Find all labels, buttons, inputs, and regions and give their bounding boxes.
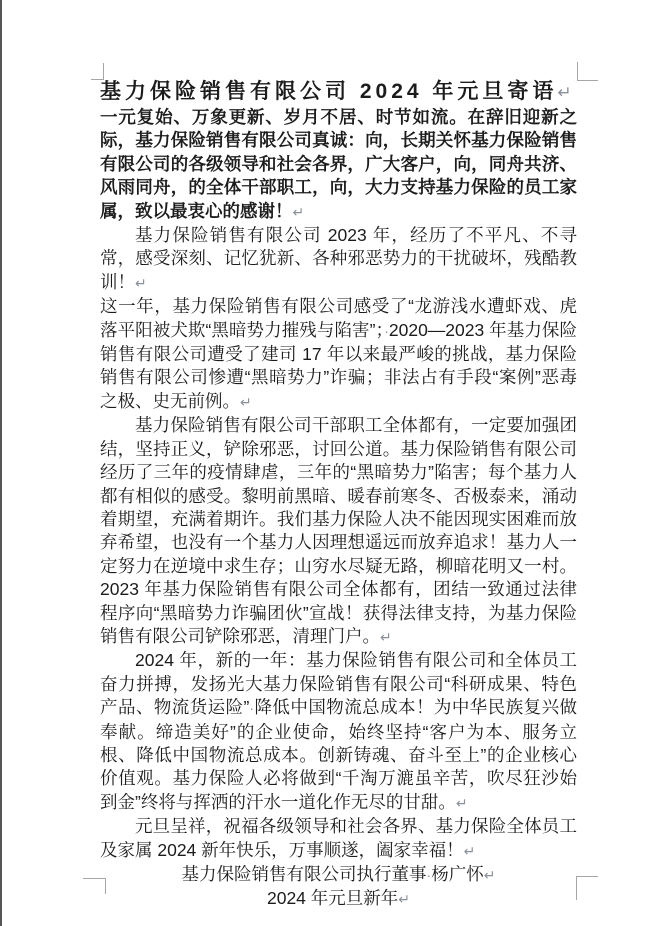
page-edge-line xyxy=(0,0,2,926)
space-mark-icon: · xyxy=(426,867,432,883)
margin-crop-mark-top-right xyxy=(577,62,598,81)
document-title-line[interactable] xyxy=(100,79,577,106)
document-text-area[interactable] xyxy=(100,79,577,912)
paragraph-text: 基力保险销售有限公司 2023 年，经历了不平凡、不寻常，感受深刻、记忆犹新、各种邪恶势力的干扰破坏，残酷教训！ xyxy=(100,225,577,292)
margin-crop-mark-top-left xyxy=(91,63,104,80)
signature-name: 杨广怀 xyxy=(431,864,484,884)
line-break-mark-icon: ↵ xyxy=(292,203,305,220)
paragraph-text: 降低中国物流总成本！为中华民族复兴做奉献。缔造美好”的企业使命，始终坚持“客户为本、服务立根、降低中国物流总成本。创新铸魂、奋斗至上”的企业核心价值观。基力保险人必将做到“千淘万漉虽辛苦，吹尽狂沙始到金”终将与挥洒的汗水一道化作无尽的甘甜。 xyxy=(100,697,578,812)
paragraph-2023-events[interactable] xyxy=(100,295,577,414)
date-line[interactable] xyxy=(100,887,577,911)
paragraph-text: 2024 年，新的一年：基力保险销售有限公司和全体员工奋力拼搏，发扬光大基力保险销售有限公司“科研成果、特色产品、物流货运险” xyxy=(100,650,577,718)
paragraph-text: 基力保险销售有限公司干部职工全体都有，一定要加强团结，坚持正义，铲除邪恶，讨回公道。基力保险销售有限公司经历了三年的疫情肆虐，三年的“黑暗势力”陷害；每个基力人都有相似的感受。黎明前黑暗、暖春前寒冬、否极泰来，涌动着期望，充满着期许。我们基力保险人决不能因现实困难而放弃希望，也没有一个基力人因理想遥远而放弃追求！基力人一定努力在逆境中求生存；山穷水尽疑无路，柳暗花明又一村。2023 年基力保险销售有限公司全体都有，团结一致通过法律程序向“黑暗势力诈骗团伙”宣战！获得法律支持，为基力保险销售有限公司铲除邪恶，清理门户。 xyxy=(100,415,577,646)
space-mark-icon: · xyxy=(384,322,389,339)
signature-line[interactable] xyxy=(100,863,577,887)
paragraph-greeting[interactable] xyxy=(100,106,577,224)
date-text: 2024 年元旦新年 xyxy=(266,888,399,909)
paragraph-unity[interactable] xyxy=(100,414,577,649)
margin-crop-mark-bottom-right xyxy=(576,876,598,900)
line-break-mark-icon: ↵ xyxy=(398,891,411,908)
paragraph-new-year-wishes[interactable] xyxy=(100,815,577,863)
line-break-mark-icon: ↵ xyxy=(240,393,252,410)
space-mark-icon: · xyxy=(249,700,255,717)
paragraph-text: 元旦呈祥，祝福各级领导和社会各界、基力保险全体员工及家属 2024 新年快乐，万事顺遂，阖家幸福！ xyxy=(100,816,577,860)
line-break-mark-icon: ↵ xyxy=(557,83,572,102)
paragraph-text: 2020—2023 年基力保险销售有限公司遭受了建司 17 年以来最严峻的挑战，基力保险销售有限公司惨遭“黑暗势力”诈骗；非法占有手段“案例”恶毒之极、史无前例。 xyxy=(100,319,577,411)
paragraph-text: 这一年，基力保险销售有限公司感受了“龙游浅水遭虾戏、虎落平阳被犬欺“黑暗势力摧残与陷害”； xyxy=(100,296,577,340)
paragraph-2023-review[interactable] xyxy=(100,224,577,295)
line-break-mark-icon: ↵ xyxy=(135,274,147,291)
document-title-text: 基力保险销售有限公司 2024 年元旦寄语 xyxy=(100,80,558,103)
paragraph-text: 一元复始、万象更新、岁月不居、时节如流。在辞旧迎新之际，基力保险销售有限公司真诚：向，长期关怀基力保险销售有限公司的各级领导和社会各界，广大客户，向，同舟共济、风雨同舟，的全体干部职工，向，大力支持基力保险的员工家属，致以最衷心的感谢！ xyxy=(100,107,577,221)
line-break-mark-icon: ↵ xyxy=(380,628,392,645)
line-break-mark-icon: ↵ xyxy=(483,867,496,883)
signature-text: 基力保险销售有限公司执行董事 xyxy=(181,864,427,884)
line-break-mark-icon: ↵ xyxy=(463,842,476,859)
line-break-mark-icon: ↵ xyxy=(455,794,468,811)
paragraph-2024-vision[interactable] xyxy=(100,649,577,815)
